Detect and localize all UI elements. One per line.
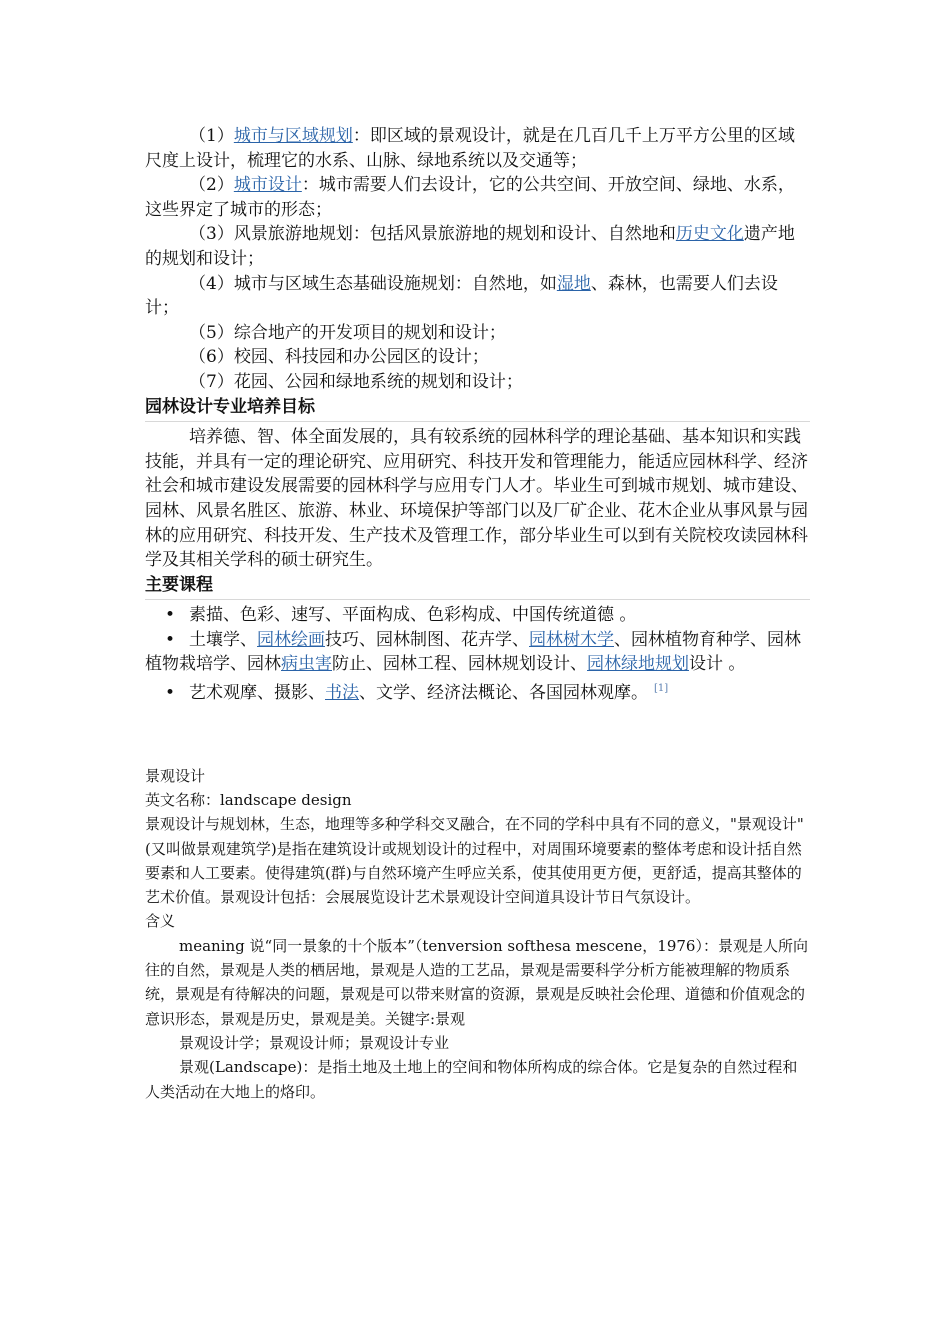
section-title: 景观设计: [145, 766, 206, 785]
heading-divider: [145, 419, 810, 422]
link-historical-culture[interactable]: 历史文化: [675, 224, 744, 245]
landscape-design-section: [145, 764, 810, 1104]
link-pests-diseases[interactable]: 病虫害: [281, 654, 332, 675]
bullet-icon: •: [164, 605, 175, 626]
course-item-2: • 土壤学、园林绘画技巧、园林制图、花卉学、园林树木学、园林植物育种学、园林植物栽培学、园林病虫害防止、园林工程、园林规划设计、园林绿地规划设计 。: [145, 629, 801, 675]
scope-item-7: （7）花园、公园和绿地系统的规划和设计；: [189, 371, 523, 392]
landscape-definition: 景观(Landscape)：是指土地及土地上的空间和物体所构成的综合体。它是复杂的自然过程和人类活动在大地上的烙印。: [145, 1058, 798, 1101]
meaning-paragraph: meaning 说“同一景象的十个版本”（tenversion softhesa mescene，1976）：景观是人所向往的自然，景观是人类的栖居地，景观是人造的工艺品，景观是需要科学分析方能被理解的物质系统，景观是有待解决的问题，景观是可以带来财富的资源，景观是反映社会伦理、道德和价值观念的意识形态，景观是历史，景观是美。关键字:景观: [145, 936, 808, 1028]
training-goals-text: 培养德、智、体全面发展的，具有较系统的园林科学的理论基础、基本知识和实践技能，并具有一定的理论研究、应用研究、科技开发和管理能力，能适应园林科学、经济社会和城市建设发展需要的园林科学与应用专门人才。毕业生可到城市规划、城市建设、园林、风景名胜区、旅游、林业、环境保护等部门以及厂矿企业、花木企业从事风景与园林的应用研究、科技开发、生产技术及管理工作，部分毕业生可以到有关院校攻读园林科学及其相关学科的硕士研究生。: [145, 427, 808, 571]
scope-item-5: （5）综合地产的开发项目的规划和设计；: [189, 322, 506, 343]
course-item-3: • 艺术观摩、摄影、书法、文学、经济法概论、各国园林观摩。 [1]: [145, 677, 810, 706]
link-green-space-planning[interactable]: 园林绿地规划: [587, 654, 689, 675]
heading-main-courses: 主要课程: [145, 574, 213, 595]
scope-item-3: （3）风景旅游地规划：包括风景旅游地的规划和设计、自然地和历史文化遗产地的规划和设计；: [145, 224, 795, 269]
document-page: [145, 124, 810, 1104]
link-wetland[interactable]: 湿地: [556, 273, 591, 294]
scope-list: [145, 124, 810, 706]
bullet-icon: •: [164, 683, 175, 704]
course-item-1: • 素描、色彩、速写、平面构成、色彩构成、中国传统道德 。: [145, 603, 810, 628]
link-garden-painting[interactable]: 园林绘画: [257, 629, 325, 650]
scope-item-6: （6）校园、科技园和办公园区的设计；: [189, 347, 489, 368]
keywords-line: 景观设计学；景观设计师；景观设计专业: [179, 1033, 450, 1052]
heading-training-goals: 园林设计专业培养目标: [145, 396, 315, 417]
intro-paragraph: 景观设计与规划林，生态，地理等多种学科交叉融合，在不同的学科中具有不同的意义，"景观设计"(又叫做景观建筑学)是指在建筑设计或规划设计的过程中，对周围环境要素的整体考虑和设计括自然要素和人工要素。使得建筑(群)与自然环境产生呼应关系，使其使用更方便，更舒适，提高其整体的艺术价值。景观设计包括：会展展览设计艺术景观设计空间道具设计节日气氛设计。: [145, 815, 804, 907]
heading-divider: [145, 597, 810, 600]
meaning-label: 含义: [145, 912, 176, 931]
citation-ref[interactable]: [1]: [654, 683, 669, 695]
link-calligraphy[interactable]: 书法: [325, 683, 359, 704]
scope-item-1: （1）城市与区域规划：即区域的景观设计，就是在几百几千上万平方公里的区域尺度上设计，梳理它的水系、山脉、绿地系统以及交通等；: [145, 126, 795, 171]
scope-item-4: （4）城市与区域生态基础设施规划：自然地，如湿地、森林，也需要人们去设计；: [145, 273, 778, 319]
link-garden-dendrology[interactable]: 园林树木学: [529, 629, 614, 650]
scope-item-2: （2）城市设计：城市需要人们去设计，它的公共空间、开放空间、绿地、水系，这些界定了城市的形态；: [145, 175, 795, 220]
link-urban-regional-planning[interactable]: 城市与区域规划: [233, 126, 353, 146]
bullet-icon: •: [164, 629, 175, 650]
english-name: 英文名称：landscape design: [145, 790, 352, 809]
link-urban-design[interactable]: 城市设计: [233, 175, 302, 196]
